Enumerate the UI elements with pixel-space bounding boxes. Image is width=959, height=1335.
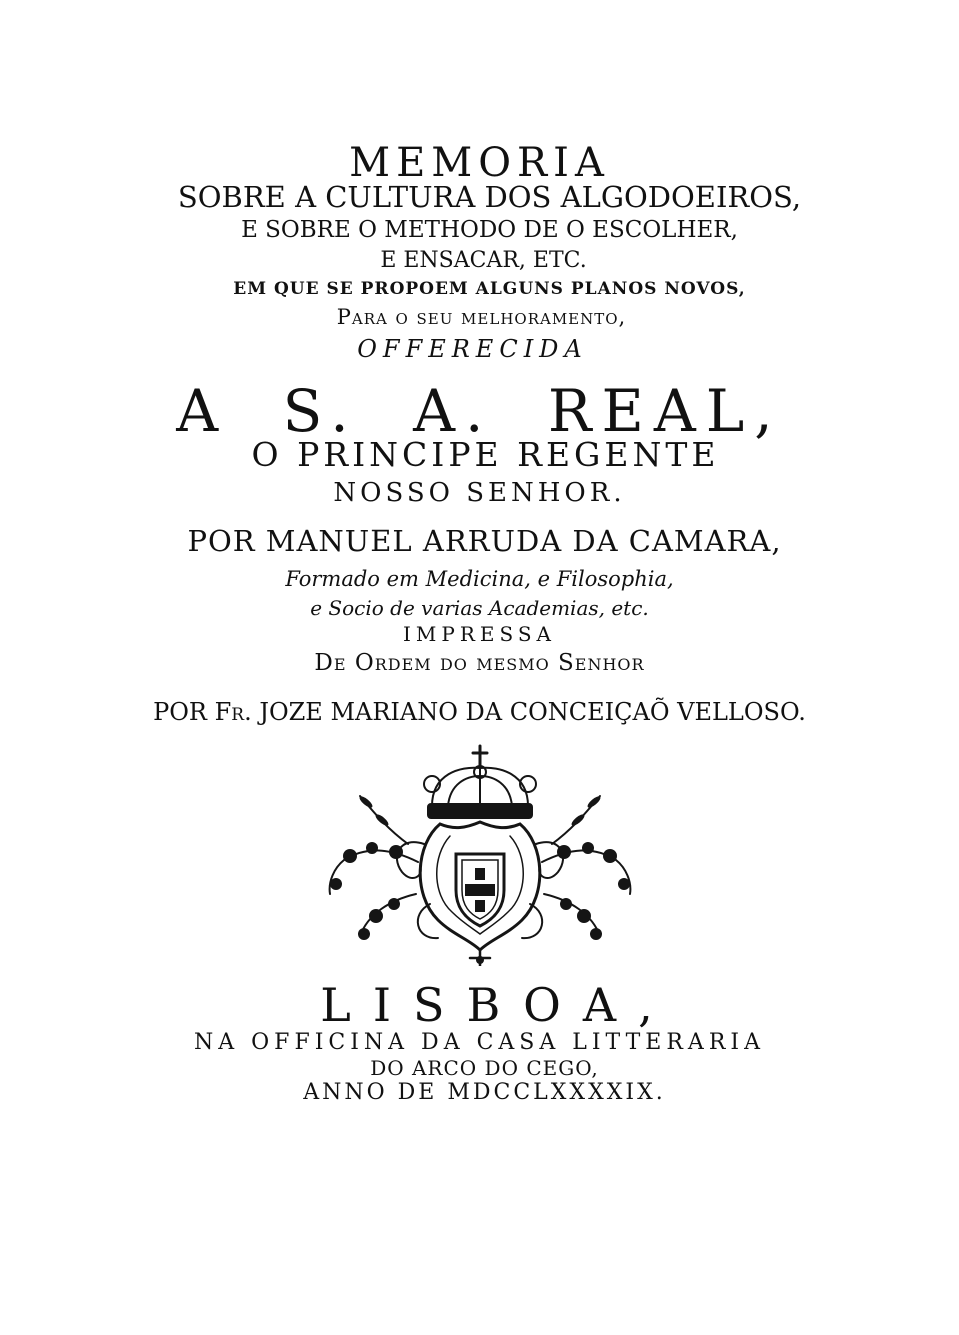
author-academies: e Socio de varias Academias, etc. [310, 596, 649, 620]
imprint-year: ANNO DE MDCCLXXXXIX. [303, 1080, 666, 1105]
author-name: POR MANUEL ARRUDA DA CAMARA, [187, 524, 782, 558]
subtitle-cultura: SOBRE A CULTURA DOS ALGODOEIROS, [177, 180, 802, 214]
ordem-text: De Ordem do mesmo Senhor [314, 650, 645, 676]
impressa-text: IMPRESSA [403, 622, 556, 646]
imprint-city: LISBOA, [320, 978, 675, 1032]
dedication-principe: O PRINCIPE REGENTE [251, 435, 720, 474]
title-memoria: MEMORIA [349, 140, 610, 186]
author-credentials: Formado em Medicina, e Filosophia, [285, 567, 674, 591]
subtitle-methodo: E SOBRE O METHODO DE O ESCOLHER, [241, 217, 738, 243]
subtitle-ensacar: E ENSACAR, ETC. [380, 248, 587, 273]
offerecida-text: OFFERECIDA [357, 335, 588, 363]
imprint-location: DO ARCO DO CEGO, [370, 1056, 599, 1080]
subtitle-melhoramento: Para o seu melhoramento, [336, 305, 627, 329]
subtitle-planos: EM QUE SE PROPOEM ALGUNS PLANOS NOVOS, [233, 279, 746, 299]
dedication-senhor: NOSSO SENHOR. [333, 478, 626, 508]
dedication-real: A S. A. REAL, [176, 377, 783, 445]
imprint-printer: NA OFFICINA DA CASA LITTERARIA [194, 1030, 765, 1055]
editor-name: POR Fr. JOZE MARIANO DA CONCEIÇAÕ VELLOSO. [153, 698, 806, 726]
royal-coat-of-arms-icon [320, 744, 640, 966]
